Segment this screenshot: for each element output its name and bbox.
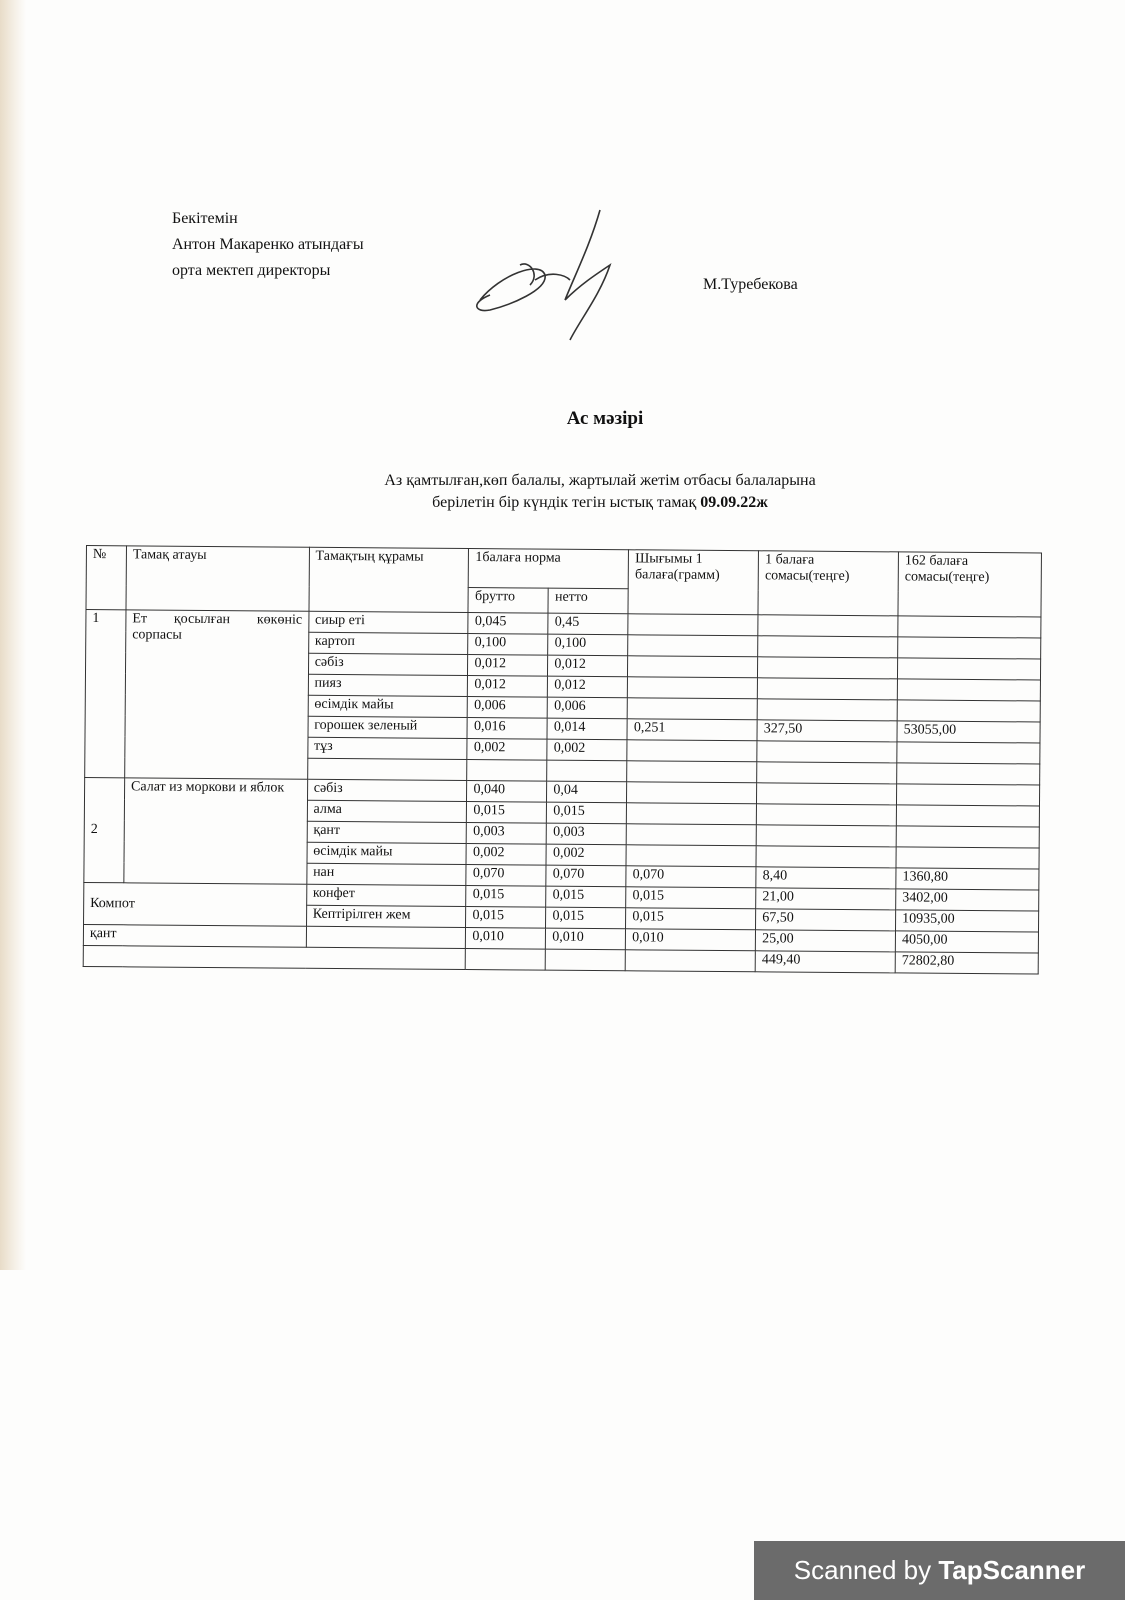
document-title: Ас мәзірі <box>566 408 644 429</box>
handwritten-signature <box>470 205 630 345</box>
cost-162-value: 4050,00 <box>895 931 1038 953</box>
ingredient: тұз <box>307 737 467 759</box>
cost-162-value: 3402,00 <box>896 889 1039 911</box>
approval-block <box>172 206 364 284</box>
net-value: 0,012 <box>548 676 628 698</box>
watermark-prefix: Scanned by <box>793 1555 939 1585</box>
gross-value: 0,012 <box>468 676 548 698</box>
gross-value: 0,015 <box>467 801 547 823</box>
header-no: № <box>86 546 126 610</box>
cost-1-value: 67,50 <box>756 909 896 931</box>
yield-value: 0,251 <box>627 719 757 741</box>
cost-162-value: 1360,80 <box>896 868 1039 890</box>
ingredient: пияз <box>308 674 468 696</box>
gross-value: 0,010 <box>466 927 546 949</box>
yield-value: 0,015 <box>626 908 756 930</box>
net-value: 0,010 <box>546 928 626 950</box>
gross-value: 0,003 <box>467 822 547 844</box>
cost-162-value: 53055,00 <box>897 721 1040 743</box>
yield-value: 0,015 <box>626 887 756 909</box>
header-yield: Шығымы 1 балаға(грамм) <box>628 550 758 615</box>
scanner-watermark <box>754 1541 1125 1600</box>
net-value: 0,003 <box>547 823 627 845</box>
signer-name: М.Туребекова <box>703 276 798 293</box>
net-value: 0,012 <box>548 655 628 677</box>
net-value: 0,04 <box>547 781 627 803</box>
cost-1-value: 21,00 <box>756 888 896 910</box>
kant-name: қант <box>83 924 306 947</box>
approval-line-3: орта мектеп директоры <box>172 262 331 279</box>
ingredient: өсімдік майы <box>307 842 467 864</box>
net-value: 0,015 <box>546 886 626 908</box>
cost-1-value: 327,50 <box>757 720 897 742</box>
total-cost-1: 449,40 <box>755 951 895 973</box>
header-row <box>86 546 1041 592</box>
dish1-no: 1 <box>85 610 126 778</box>
page-edge-shadow <box>0 0 26 1270</box>
header-composition: Тамақтың құрамы <box>309 547 469 612</box>
menu-table <box>83 545 1042 974</box>
cost-162-value: 10935,00 <box>896 910 1039 932</box>
ingredient: сәбіз <box>308 653 468 675</box>
net-value: 0,070 <box>546 865 626 887</box>
gross-value: 0,100 <box>468 634 548 656</box>
dish2-name: Салат из моркови и яблок <box>124 778 308 884</box>
net-value: 0,015 <box>546 907 626 929</box>
ingredient: қант <box>307 821 467 843</box>
ingredient: сиыр еті <box>308 611 468 633</box>
net-value: 0,002 <box>547 739 627 761</box>
subtitle-line-2-text: берілетін бір күндік тегін ыстық тамақ <box>432 494 701 511</box>
gross-value: 0,015 <box>466 906 546 928</box>
total-cost-162: 72802,80 <box>895 952 1038 974</box>
net-value: 0,100 <box>548 634 628 656</box>
gross-value: 0,015 <box>466 885 546 907</box>
gross-value: 0,006 <box>468 697 548 719</box>
kompot-name: Компот <box>84 882 307 926</box>
approval-line-1: Бекітемін <box>172 210 238 227</box>
watermark-brand: TapScanner <box>938 1555 1086 1585</box>
subtitle-line-2 <box>340 492 860 514</box>
ingredient: өсімдік майы <box>308 695 468 717</box>
approval-line-2: Антон Макаренко атындағы <box>172 236 364 253</box>
ingredient: Кептірілген жем <box>306 905 466 927</box>
document-subtitle <box>340 470 860 514</box>
ingredient: сәбіз <box>307 779 467 801</box>
net-value: 0,006 <box>548 697 628 719</box>
header-cost-1: 1 балаға сомасы(теңге) <box>758 551 898 616</box>
dish2-no: 2 <box>84 777 125 882</box>
gross-value: 0,002 <box>467 739 547 761</box>
header-norm: 1балаға норма <box>469 549 629 589</box>
net-value: 0,014 <box>547 718 627 740</box>
ingredient: горошек зеленый <box>308 716 468 738</box>
header-cost-162: 162 балаға сомасы(теңге) <box>898 552 1041 617</box>
gross-value: 0,002 <box>466 843 546 865</box>
cost-1-value: 8,40 <box>756 867 896 889</box>
yield-value: 0,010 <box>626 929 756 951</box>
subtitle-line-1: Аз қамтылған,көп балалы, жартылай жетім отбасы балаларына <box>384 472 816 489</box>
cost-1-value: 25,00 <box>756 930 896 952</box>
gross-value: 0,012 <box>468 655 548 677</box>
gross-value: 0,045 <box>468 613 548 635</box>
ingredient: конфет <box>306 884 466 906</box>
menu-date: 09.09.22ж <box>700 494 768 511</box>
ingredient: нан <box>306 863 466 885</box>
ingredient: картоп <box>308 632 468 654</box>
net-value: 0,015 <box>547 802 627 824</box>
gross-value: 0,016 <box>467 718 547 740</box>
yield-value: 0,070 <box>626 866 756 888</box>
gross-value: 0,070 <box>466 864 546 886</box>
ingredient: алма <box>307 800 467 822</box>
header-dish: Тамақ атауы <box>126 546 309 611</box>
header-gross: брутто <box>468 588 548 614</box>
gross-value: 0,040 <box>467 781 547 803</box>
net-value: 0,002 <box>546 844 626 866</box>
net-value: 0,45 <box>548 613 628 635</box>
dish1-name: Ет қосылған көкөніс сорпасы <box>125 610 309 779</box>
header-net: нетто <box>548 588 628 614</box>
